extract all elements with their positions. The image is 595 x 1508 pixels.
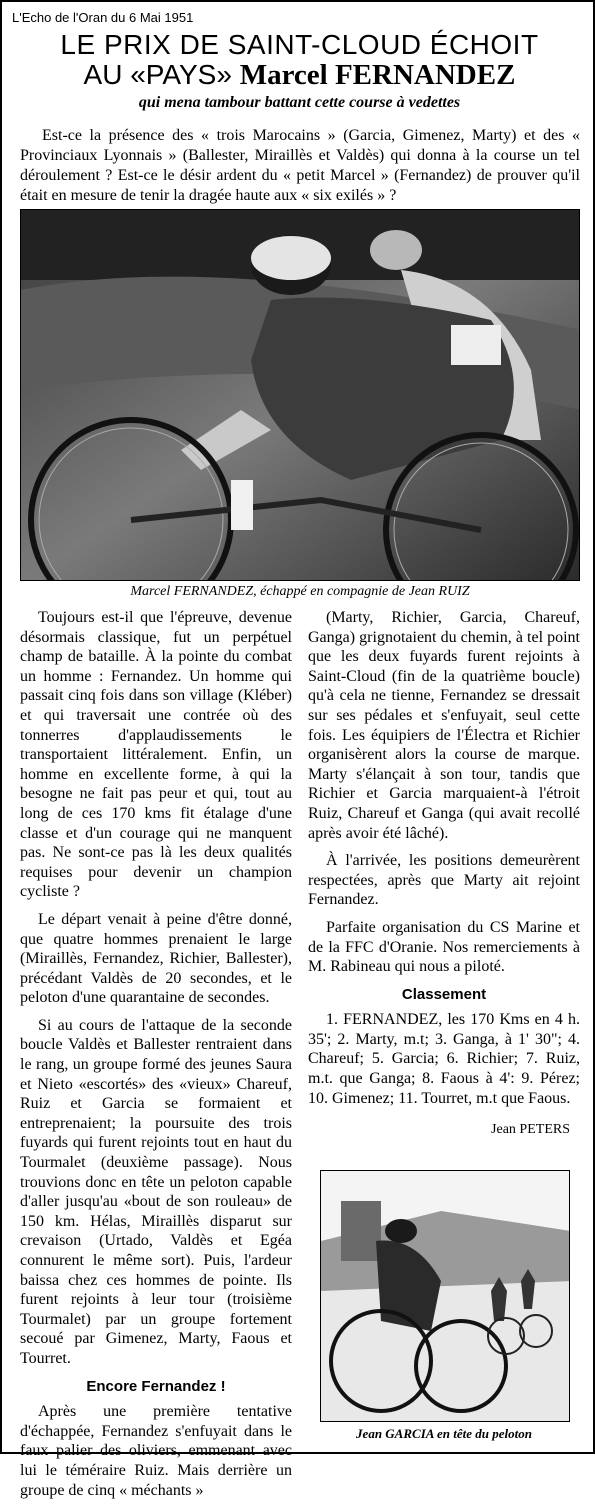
subheading: Classement bbox=[401, 985, 487, 1003]
headline-line2 bbox=[2, 60, 595, 90]
results-list: 1. FERNANDEZ, les 170 Kms en 4 h. 35'; 2. Marty, m.t; 3. Ganga, à 1' 30"; 4. Chareuf; 5. Garcia; 6. Richier; 7. Ruiz, m.t. que Ganga; 8. Faous à 4': 9. Pérez; 10. Gimenez; 11. Tourret, m.t que Faous. bbox=[308, 1011, 580, 1107]
photo-caption: Jean GARCIA en tête du peloton bbox=[356, 1426, 532, 1441]
article-paragraph: Si au cours de l'attaque de la seconde boucle Valdès et Ballester rentraient dans le rang, un groupe formé des jeunes Saura et Nieto «escortés» des «vieux» Chareuf, Ruiz et Garcia se formaient et entreprenaient; la poursuite des trois fuyards qui furent rejoints tout en haut du Tourmalet (deuxième passage). Nous trouvions donc en tête un peloton capable d'aller jusqu'au «bout de son rouleau» de 150 km. Hélas, Miraillès disparut sur crevaison (Urtado, Valdès et Egéa connurent le même sort). Puis, l'ardeur baissa chez ces hommes de pointe. Ils furent rejoints à leur tour (troisième Tourmalet) par un groupe fortement secoué par Gimenez, Marty, Faous et Tourret. bbox=[20, 1016, 292, 1367]
article-paragraph: Après une première tentative d'échappée, Fernandez s'enfuyait dans le faux palier des oliviers, emmenant avec lui le téméraire Ruiz. Mais derrière un groupe de cinq « méchants » bbox=[20, 1403, 292, 1499]
photo-caption: Marcel FERNANDEZ, échappé en compagnie de Jean RUIZ bbox=[130, 584, 470, 599]
article-paragraph: Parfaite organisation du CS Marine et de la FFC d'Oranie. Nos remerciements à M. Rabineau qui nous a piloté. bbox=[308, 918, 580, 976]
article-paragraph: À l'arrivée, les positions demeurèrent respectées, après que Marty ait rejoint Fernandez. bbox=[308, 852, 580, 909]
article-column-right bbox=[308, 608, 580, 1140]
article-paragraph: Le départ venait à peine d'être donné, que quatre hommes prenaient le large (Miraillès, Fernandez, Richier, Ballester), précédant Valdès de 20 secondes, et le peloton d'une quarantaine de secondes. bbox=[20, 910, 292, 1007]
cyclist-photo-image bbox=[21, 210, 580, 581]
source-line: L'Echo de l'Oran du 6 Mai 1951 bbox=[12, 10, 194, 25]
cyclist-photo bbox=[20, 209, 580, 581]
peloton-photo bbox=[320, 1170, 570, 1422]
headline: LE PRIX DE SAINT-CLOUD ÉCHOIT bbox=[60, 29, 539, 60]
article-paragraph: (Marty, Richier, Garcia, Chareuf, Ganga) grignotaient du chemin, à tel point que les deux fuyards furent rejoints à Saint-Cloud (fin de la quatrième boucle) qu'à cela ne tienne, Fernandez se dressait sur ses pédales et s'enfuyait, seul cette fois. Les équipiers de l'Électra et Richier organisèrent alors la course de marque. Marty s'élançait à son tour, tandis que Richier et Garcia marquaient-à l'étroit Ruiz, Chareuf et Ganga (qui avait recollé après avoir été lâché). bbox=[308, 609, 580, 842]
article-paragraph: Toujours est-il que l'épreuve, devenue désormais classique, fut un perpétuel champ de bataille. À la pointe du combat un homme : Fernandez. Un homme qui passait cinq fois dans son village (Kléber) et qui traversait une contrée où des tonnerres d'applaudissements le transportaient littéralement. Enfin, un homme en excellente forme, à qui la besogne ne fait pas peur et qui, tout au long de ces 170 kms fit étalage d'une classe et d'un courage qui ne manquent pas. Ne sont-ce pas là les deux qualités requises pour devenir un champion cycliste ? bbox=[20, 609, 292, 901]
subheading: Encore Fernandez ! bbox=[86, 1377, 226, 1395]
headline-prefix: AU «PAYS» bbox=[83, 59, 232, 90]
intro-paragraph: Est-ce la présence des « trois Marocains » (Garcia, Gimenez, Marty) et des « Provinciaux Lyonnais » (Ballester, Miraillès et Valdès) qui donna à la course un tel déroulement ? Est-ce le désir ardent du « petit Marcel » (Fernandez) de prouver qu'il était en mesure de tenir la dragée haute aux « six exilés » ? bbox=[20, 127, 580, 204]
peloton-photo-image bbox=[321, 1171, 570, 1422]
kicker: qui mena tambour battant cette course à vedettes bbox=[138, 94, 461, 111]
author-signature: Jean PETERS bbox=[491, 1122, 570, 1138]
article-column-left bbox=[20, 608, 292, 1508]
headline-name: Marcel FERNANDEZ bbox=[239, 59, 516, 91]
